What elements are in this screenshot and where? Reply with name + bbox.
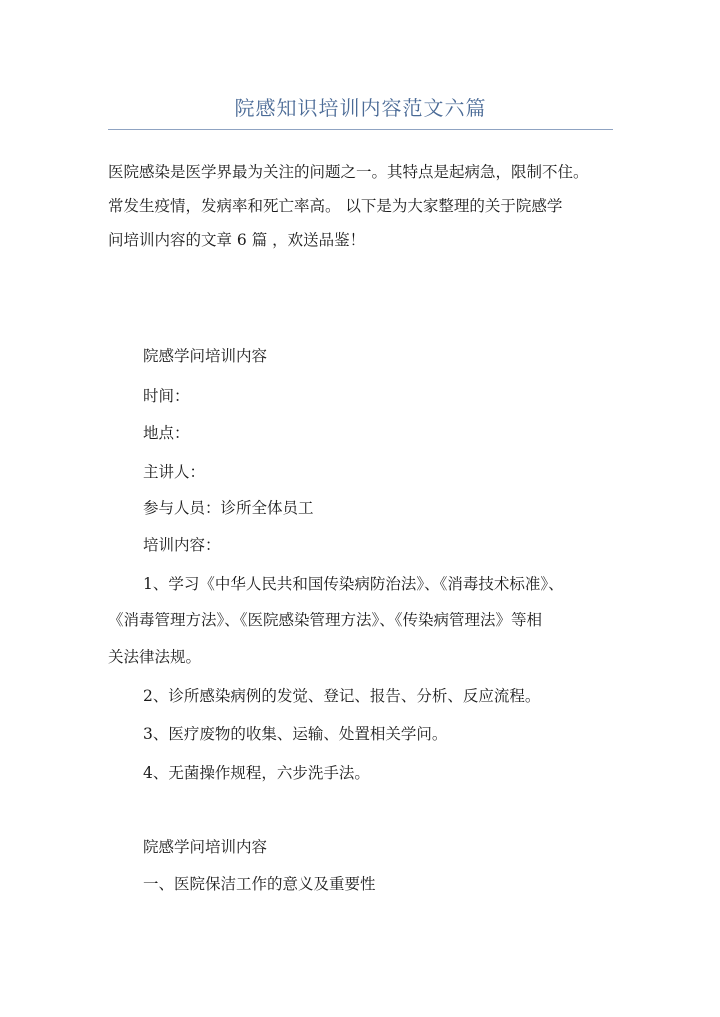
intro-paragraph — [108, 155, 616, 257]
item3-line: 3、医疗废物的收集、运输、处置相关学问。 — [143, 725, 448, 743]
content-label: 培训内容： — [143, 536, 221, 554]
place-label: 地点： — [143, 424, 190, 442]
intro-line-1: 医院感染是医学界最为关注的问题之一。其特点是起病急，限制不住。 — [108, 163, 589, 181]
title-divider — [108, 129, 613, 130]
participants-line: 参与人员：诊所全体员工 — [143, 499, 314, 517]
section1-heading: 院感学问培训内容 — [143, 347, 268, 365]
item1-line2: 《消毒管理方法》、《医院感染管理方法》、《传染病管理法》等相 — [108, 611, 543, 629]
intro-line-3: 问培训内容的文章 6 篇 ，欢送品鉴！ — [108, 231, 366, 249]
intro-line-2: 常发生疫情，发病率和死亡率高。 以下是为大家整理的关于院感学 — [108, 197, 563, 215]
section2-item1: 一、医院保洁工作的意义及重要性 — [143, 875, 376, 893]
section2-heading: 院感学问培训内容 — [143, 838, 268, 856]
item4-line: 4、无菌操作规程，六步洗手法。 — [143, 764, 370, 782]
item1-line1: 1、学习《中华人民共和国传染病防治法》、《消毒技术标准》、 — [143, 575, 564, 593]
speaker-label: 主讲人： — [143, 463, 206, 481]
time-label: 时间： — [143, 387, 190, 405]
document-title: 院感知识培训内容范文六篇 — [234, 96, 487, 120]
item2-line: 2、诊所感染病例的发觉、登记、报告、分析、反应流程。 — [143, 687, 541, 705]
item1-line3: 关法律法规。 — [108, 648, 202, 666]
